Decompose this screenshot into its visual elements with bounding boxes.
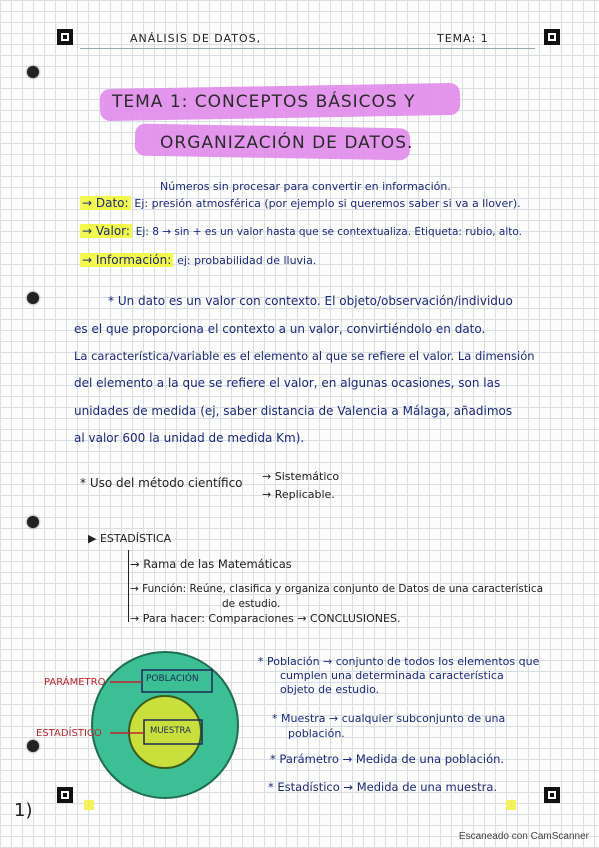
paragraph-line: La característica/variable es el elemento al que se refiere el valor. La dimensión	[74, 349, 535, 363]
glossary-parametro: * Parámetro → Medida de una población.	[270, 752, 505, 766]
header-subject: ANÁLISIS DE DATOS,	[130, 32, 262, 45]
metodo-item: → Sistemático	[262, 470, 340, 483]
estadistica-item: → Función: Reúne, clasifica y organiza conjunto de Datos de una característica	[130, 583, 544, 595]
estadistica-item: → Rama de las Matemáticas	[130, 557, 292, 571]
glossary-estadistico: * Estadístico → Medida de una muestra.	[268, 780, 498, 794]
yellow-dot-icon	[506, 800, 516, 810]
population-sample-diagram	[40, 640, 270, 810]
definition-valor	[80, 224, 522, 238]
glossary-poblacion: * Población → conjunto de todos los elementos que	[258, 655, 540, 668]
page-title-line1: TEMA 1: CONCEPTOS BÁSICOS Y	[112, 92, 416, 112]
binder-hole-icon	[27, 740, 39, 752]
valor-text: Ej: 8 → sin + es un valor hasta que se contextualiza. Etiqueta: rubio, alto.	[135, 226, 522, 238]
valor-label: → Valor:	[82, 224, 130, 238]
scanner-footer: Escaneado con CamScanner	[458, 831, 589, 842]
header-topic: TEMA: 1	[437, 32, 489, 45]
dato-label: → Dato:	[82, 196, 129, 210]
binder-hole-icon	[27, 516, 39, 528]
paragraph-line: al valor 600 la unidad de medida Km).	[74, 431, 305, 445]
population-label: POBLACIÓN	[146, 674, 199, 684]
glossary-muestra: * Muestra → cualquier subconjunto de una	[272, 712, 506, 725]
paragraph-line: unidades de medida (ej, saber distancia de Valencia a Málaga, añadimos	[74, 404, 513, 418]
info-text: ej: probabilidad de lluvia.	[177, 254, 317, 267]
glossary-poblacion: cumplen una determinada característica	[280, 669, 504, 682]
estadistica-item: de estudio.	[222, 598, 281, 610]
binder-hole-icon	[27, 66, 39, 78]
parametro-label: PARÁMETRO	[44, 677, 106, 688]
estadistica-bracket	[128, 550, 129, 622]
definition-dato	[80, 196, 521, 210]
estadistico-label: ESTADÍSTICO	[36, 728, 102, 739]
page-title-line2: ORGANIZACIÓN DE DATOS.	[160, 133, 414, 153]
numbers-note: Números sin procesar para convertir en información.	[160, 180, 451, 193]
glossary-poblacion: objeto de estudio.	[280, 683, 380, 696]
corner-marker-icon	[544, 29, 560, 45]
estadistica-heading: ▶ ESTADÍSTICA	[88, 532, 172, 545]
dato-text: Ej: presión atmosférica (por ejemplo si queremos saber si va a llover).	[134, 197, 521, 210]
paragraph-line: es el que proporciona el contexto a un valor, convirtiéndolo en dato.	[74, 322, 486, 336]
page-number: 1)	[14, 800, 33, 821]
corner-marker-icon	[57, 29, 73, 45]
info-label: → Información:	[82, 253, 172, 267]
sample-label: MUESTRA	[150, 726, 191, 736]
estadistica-item: → Para hacer: Comparaciones → CONCLUSIONES.	[130, 612, 401, 625]
metodo-item: → Replicable.	[262, 488, 335, 501]
corner-marker-icon	[544, 787, 560, 803]
glossary-muestra: población.	[288, 727, 345, 740]
paragraph-line: del elemento a la que se refiere el valor, en algunas ocasiones, son las	[74, 376, 501, 390]
binder-hole-icon	[27, 292, 39, 304]
metodo-label: * Uso del método científico	[80, 476, 243, 490]
header-rule	[80, 48, 535, 49]
definition-informacion	[80, 253, 316, 267]
paragraph-line: * Un dato es un valor con contexto. El objeto/observación/individuo	[108, 294, 513, 308]
